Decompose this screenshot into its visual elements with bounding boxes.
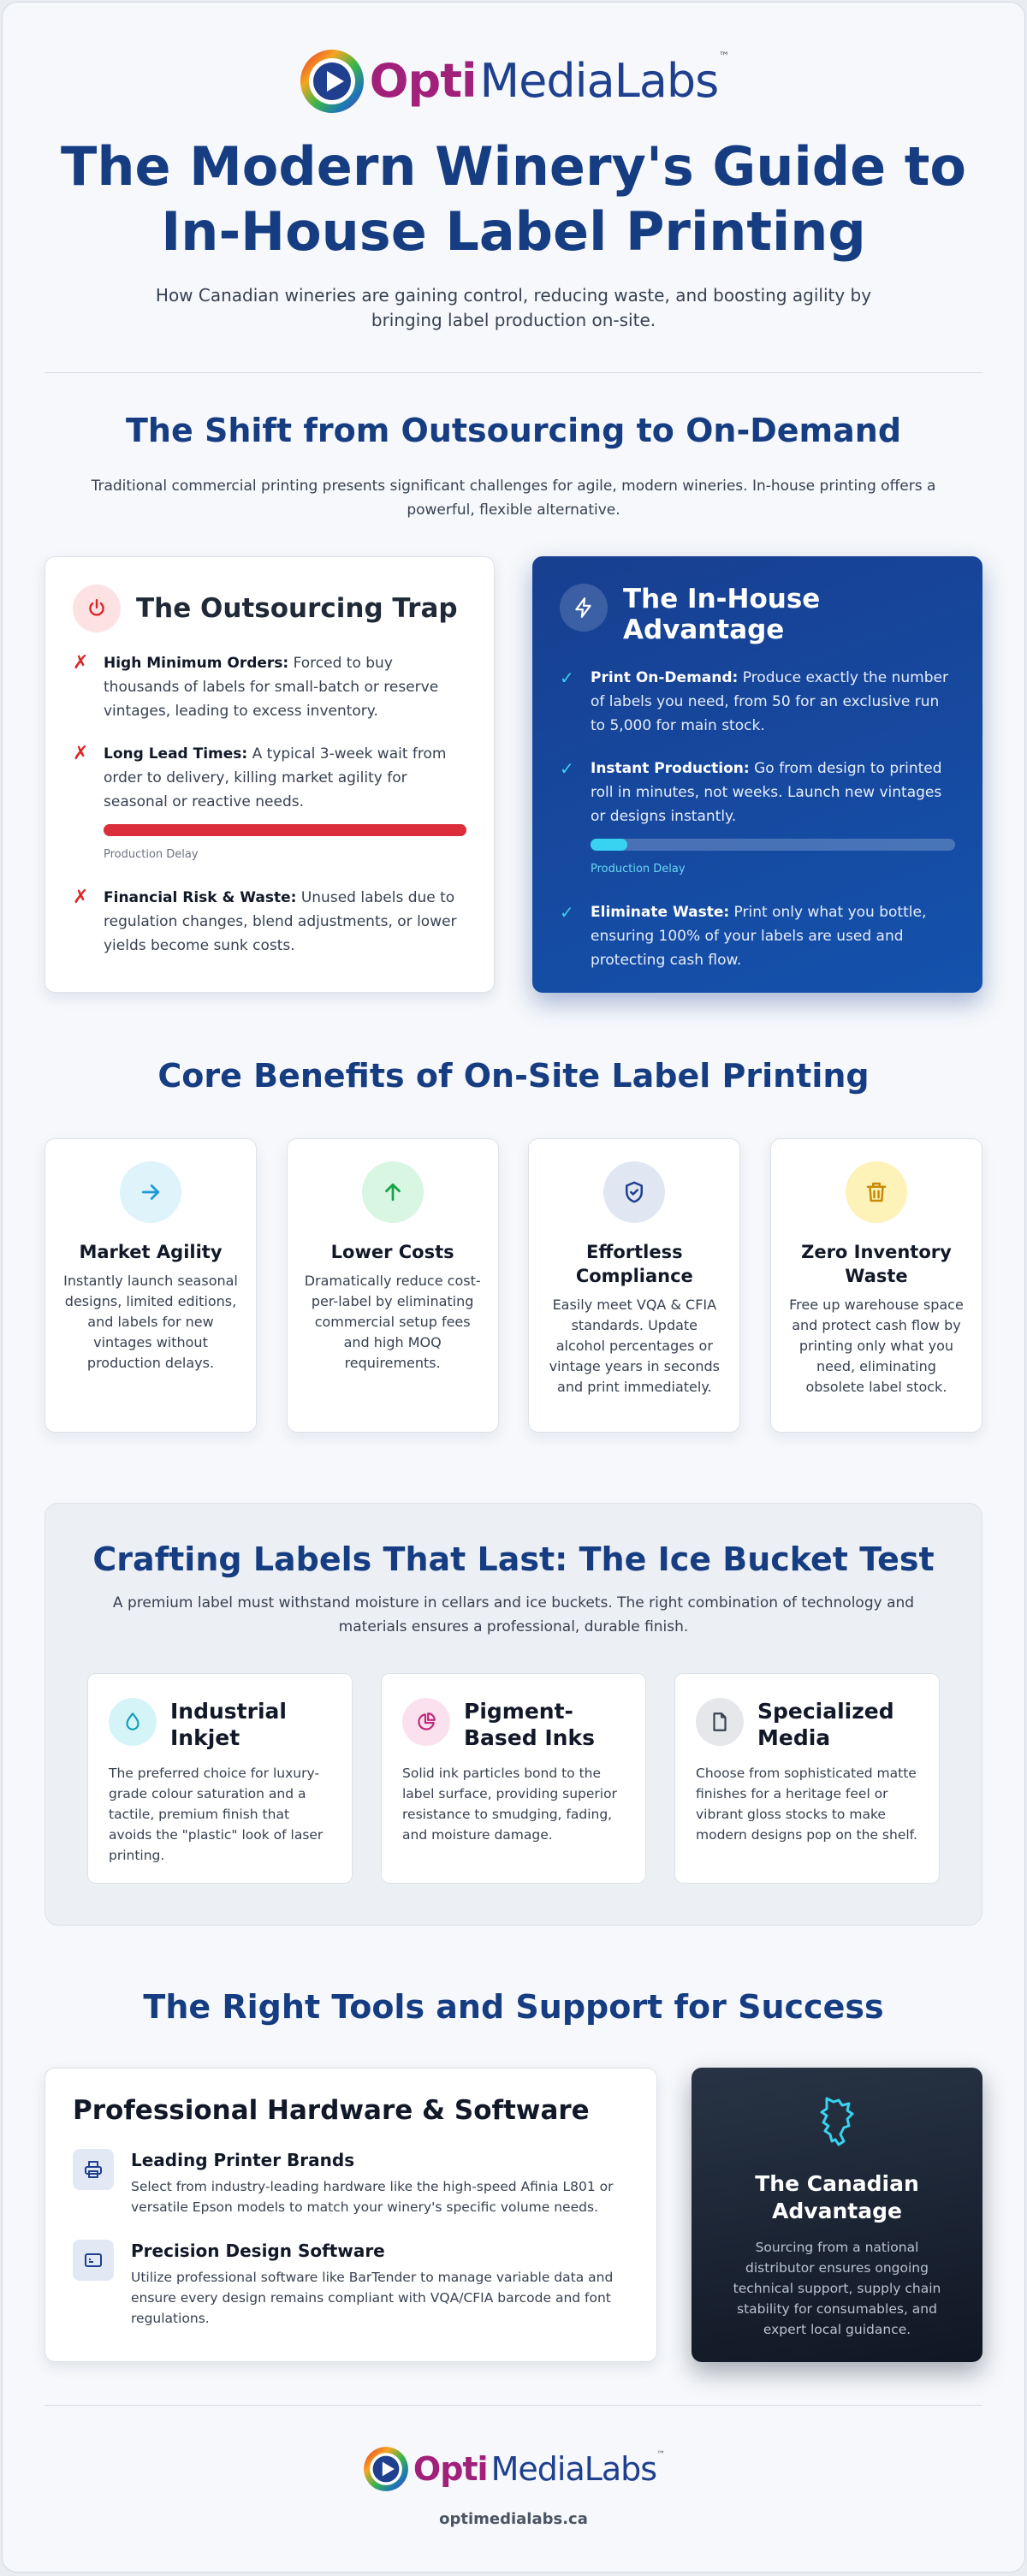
canadian-desc: Sourcing from a national distributor ensures ongoing technical support, supply chain stability for consumables, and expert local guidance. <box>733 2240 941 2337</box>
ice-card-pigment-inks <box>381 1673 646 1884</box>
trap-point-label: Long Lead Times: <box>104 745 248 763</box>
footer-url-link[interactable]: optimedialabs.ca <box>439 2510 588 2528</box>
ice-intro: A premium label must withstand moisture in cellars and ice buckets. The right combination of technology and materials ensures a professional, durable finish. <box>112 1594 915 1635</box>
shift-heading: The Shift from Outsourcing to On-Demand <box>125 412 902 449</box>
advantage-point-label: Print On-Demand: <box>591 669 739 686</box>
hardware-item-desc: Select from industry-leading hardware like the high-speed Afinia L801 or versatile Epson models to match your winery's specific volume needs. <box>131 2179 614 2215</box>
canadian-title: The Canadian Advantage <box>755 2171 919 2223</box>
document-icon <box>696 1698 744 1746</box>
advantage-delay-label: Production Delay <box>591 863 686 875</box>
cross-icon: ✗ <box>73 887 89 908</box>
tools-panel <box>45 2068 982 2362</box>
page-subtitle: How Canadian wineries are gaining control, reducing waste, and boosting agility by bringing label production on-site. <box>155 285 872 330</box>
logo-word-medialabs: MediaLabs <box>479 54 719 108</box>
trap-delay-bar-fill <box>104 824 466 836</box>
ice-card-title: Specialized Media <box>757 1699 894 1750</box>
trap-point-label: Financial Risk & Waste: <box>104 889 297 906</box>
hardware-item-title: Leading Printer Brands <box>131 2150 355 2170</box>
logo-play-icon <box>362 2445 410 2493</box>
logo-trademark: ™ <box>718 50 730 63</box>
trap-point-label: High Minimum Orders: <box>104 655 289 672</box>
ice-card-title: Pigment-Based Inks <box>464 1699 595 1750</box>
benefit-title: Zero Inventory Waste <box>801 1242 952 1286</box>
page-title: The Modern Winery's Guide to In-House Label Printing <box>61 135 966 263</box>
ice-card-specialized-media <box>674 1673 940 1884</box>
hardware-item-desc: Utilize professional software like BarTender to manage variable data and ensure every design remains compliant with VQA/CFIA barcode and font regulations. <box>131 2270 614 2326</box>
check-icon: ✓ <box>560 758 574 779</box>
power-icon <box>73 585 121 632</box>
advantage-point <box>560 666 955 738</box>
benefit-card-lower-costs <box>287 1138 499 1433</box>
infographic-page <box>2 2 1025 2573</box>
benefit-card-zero-waste <box>770 1138 982 1433</box>
trap-point <box>73 651 466 723</box>
benefits-grid <box>45 1138 982 1433</box>
trap-point <box>73 742 466 867</box>
advantage-point-label: Instant Production: <box>591 760 750 777</box>
pie-chart-icon <box>402 1698 450 1746</box>
logo-word-opti: Opti <box>369 54 477 108</box>
brand-logo <box>3 3 1024 117</box>
printer-icon <box>73 2149 114 2190</box>
footer-divider <box>45 2405 982 2406</box>
software-icon <box>73 2240 114 2281</box>
logo-trademark: ™ <box>656 2450 666 2460</box>
ice-card-title: Industrial Inkjet <box>170 1699 287 1750</box>
ice-bucket-section <box>45 1503 982 1926</box>
hardware-item-title: Precision Design Software <box>131 2241 385 2261</box>
benefit-card-market-agility <box>45 1138 257 1433</box>
advantage-point-label: Eliminate Waste: <box>591 904 730 921</box>
ice-heading: Crafting Labels That Last: The Ice Bucket Test <box>92 1540 935 1578</box>
trap-point-text: Forced to buy thousands of labels for small-batch or reserve vintages, leading to excess inventory. <box>104 655 439 720</box>
arrow-up-icon <box>362 1161 424 1223</box>
shield-check-icon <box>603 1161 665 1223</box>
trap-point <box>73 886 466 958</box>
lightning-icon <box>560 584 608 632</box>
advantage-point <box>560 900 955 972</box>
advantage-point <box>560 757 955 881</box>
advantage-point-text: Produce exactly the number of labels you need, from 50 for an exclusive run to 5,000 for main stock. <box>591 669 948 734</box>
hardware-item <box>73 2240 629 2329</box>
trap-point-text: Unused labels due to regulation changes, blend adjustments, or lower yields become sunk costs. <box>104 889 457 954</box>
benefit-desc: Easily meet VQA & CFIA standards. Update alcohol percentages or vintage years in seconds and print immediately. <box>549 1297 721 1395</box>
ice-card-desc: The preferred choice for luxury-grade colour saturation and a tactile, premium finish that avoids the "plastic" look of laser printing. <box>109 1766 324 1863</box>
check-icon: ✓ <box>560 668 574 688</box>
arrow-right-icon <box>120 1161 181 1223</box>
ice-card-desc: Choose from sophisticated matte finishes for a heritage feel or vibrant gloss stocks to make modern designs pop on the shelf. <box>696 1766 917 1843</box>
advantage-point-text: Print only what you bottle, ensuring 100% of your labels are used and protecting cash flow. <box>591 904 927 969</box>
trap-delay-label: Production Delay <box>104 848 199 861</box>
trash-icon <box>846 1161 907 1223</box>
ice-cards <box>87 1673 940 1884</box>
logo-word-medialabs: MediaLabs <box>490 2450 657 2488</box>
ice-card-desc: Solid ink particles bond to the label surface, providing superior resistance to smudging, fading, and moisture damage. <box>402 1766 617 1843</box>
trap-delay-bar <box>104 824 466 836</box>
advantage-title: The In-House Advantage <box>623 584 821 645</box>
benefit-desc: Dramatically reduce cost-per-label by eliminating commercial setup fees and high MOQ requirements. <box>304 1273 481 1371</box>
advantage-delay-bar-fill <box>591 839 627 851</box>
check-icon: ✓ <box>560 902 574 923</box>
benefit-desc: Instantly launch seasonal designs, limited editions, and labels for new vintages without production delays. <box>63 1273 238 1371</box>
hardware-item <box>73 2149 629 2217</box>
logo-word-opti: Opti <box>413 2450 488 2488</box>
trap-title: The Outsourcing Trap <box>136 593 458 624</box>
map-icon <box>811 2093 863 2148</box>
cross-icon: ✗ <box>73 652 89 674</box>
outsourcing-trap-card <box>45 556 495 993</box>
benefit-title: Effortless Compliance <box>575 1242 693 1286</box>
cross-icon: ✗ <box>73 743 89 764</box>
benefit-desc: Free up warehouse space and protect cash flow by printing only what you need, eliminating obsolete label stock. <box>789 1297 964 1395</box>
benefit-title: Market Agility <box>79 1242 223 1262</box>
tools-heading: The Right Tools and Support for Success <box>143 1988 884 2026</box>
ice-card-industrial-inkjet <box>87 1673 353 1884</box>
advantage-delay-bar <box>591 839 955 851</box>
hardware-title: Professional Hardware & Software <box>73 2095 590 2126</box>
in-house-advantage-card <box>532 556 982 993</box>
shift-intro: Traditional commercial printing presents significant challenges for agile, modern wineries. In-house printing offers a powerful, flexible alternative. <box>91 478 936 519</box>
comparison-panel <box>45 556 982 993</box>
footer-logo <box>3 2445 1024 2493</box>
logo-play-icon <box>298 47 366 116</box>
canadian-advantage-card <box>692 2068 982 2362</box>
trap-point-text: A typical 3-week wait from order to delivery, killing market agility for seasonal or reactive needs. <box>104 745 447 810</box>
benefit-card-compliance <box>528 1138 740 1433</box>
advantage-point-text: Go from design to printed roll in minutes, not weeks. Launch new vintages or designs instantly. <box>591 760 942 825</box>
hardware-software-card <box>45 2068 657 2362</box>
benefits-heading: Core Benefits of On-Site Label Printing <box>157 1057 870 1095</box>
droplet-icon <box>109 1698 157 1746</box>
benefit-title: Lower Costs <box>330 1242 454 1262</box>
